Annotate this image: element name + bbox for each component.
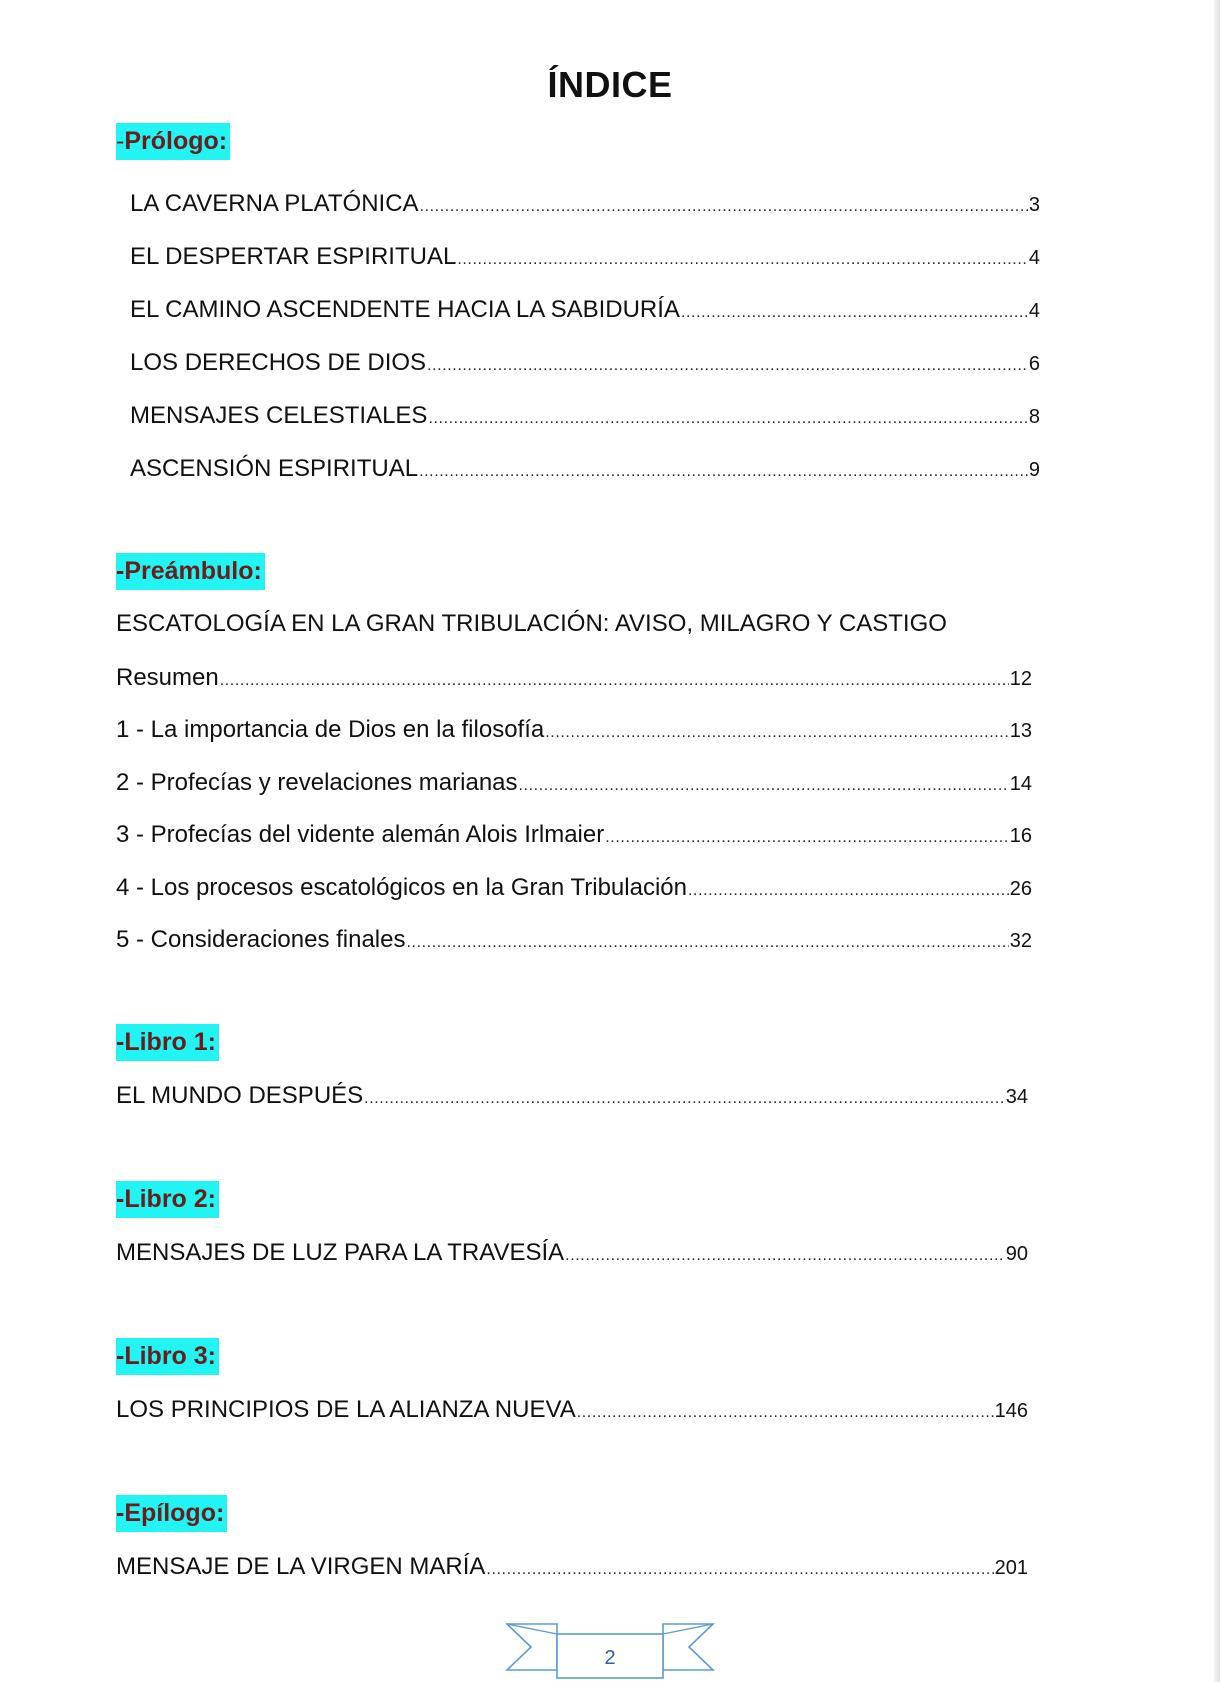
toc-entry[interactable]: ASCENSIÓN ESPIRITUAL ..... 9 <box>130 455 1040 489</box>
toc-entry[interactable]: EL CAMINO ASCENDENTE HACIA LA SABIDURÍA ..... 4 <box>130 296 1040 330</box>
toc-entry[interactable]: MENSAJES DE LUZ PARA LA TRAVESÍA ..... 90 <box>116 1239 1028 1273</box>
toc-entry[interactable]: 3 - Profecías del vidente alemán Alois Irlmaier ..... 16 <box>116 821 1032 855</box>
section-heading-prologo: -Prólogo: <box>116 123 230 160</box>
page-number-ribbon <box>505 1618 715 1680</box>
toc-entry[interactable]: 5 - Consideraciones finales ..... 32 <box>116 926 1032 960</box>
section-subtitle: ESCATOLOGÍA EN LA GRAN TRIBULACIÓN: AVISO, MILAGRO Y CASTIGO <box>116 610 947 637</box>
toc-entry[interactable]: MENSAJES CELESTIALES ..... 8 <box>130 402 1040 436</box>
toc-entry[interactable]: LOS DERECHOS DE DIOS ..... 6 <box>130 349 1040 383</box>
page-title: ÍNDICE <box>547 64 673 105</box>
toc-entry[interactable]: EL DESPERTAR ESPIRITUAL ..... 4 <box>130 243 1040 277</box>
toc-entry[interactable]: 4 - Los procesos escatológicos en la Gran Tribulación ..... 26 <box>116 874 1032 908</box>
toc-entry[interactable]: EL MUNDO DESPUÉS ..... 34 <box>116 1082 1028 1116</box>
section-heading-preambulo: -Preámbulo: <box>116 553 265 590</box>
toc-entry[interactable]: 2 - Profecías y revelaciones marianas ..... 14 <box>116 769 1032 803</box>
section-heading-libro2: -Libro 2: <box>116 1181 219 1218</box>
toc-entry[interactable]: LA CAVERNA PLATÓNICA ..... 3 <box>130 190 1040 224</box>
toc-entry[interactable]: LOS PRINCIPIOS DE LA ALIANZA NUEVA ..... 146 <box>116 1396 1028 1430</box>
section-heading-epilogo: -Epílogo: <box>116 1495 227 1532</box>
page-number: 2 <box>604 1647 616 1669</box>
section-heading-libro3: -Libro 3: <box>116 1338 219 1375</box>
section-heading-libro1: -Libro 1: <box>116 1024 219 1061</box>
toc-entry[interactable]: Resumen ..... 12 <box>116 664 1032 698</box>
toc-entry[interactable]: MENSAJE DE LA VIRGEN MARÍA ..... 201 <box>116 1553 1028 1587</box>
toc-entry[interactable]: 1 - La importancia de Dios en la filosofía ..... 13 <box>116 716 1032 750</box>
page-edge-shadow <box>1214 0 1220 1682</box>
